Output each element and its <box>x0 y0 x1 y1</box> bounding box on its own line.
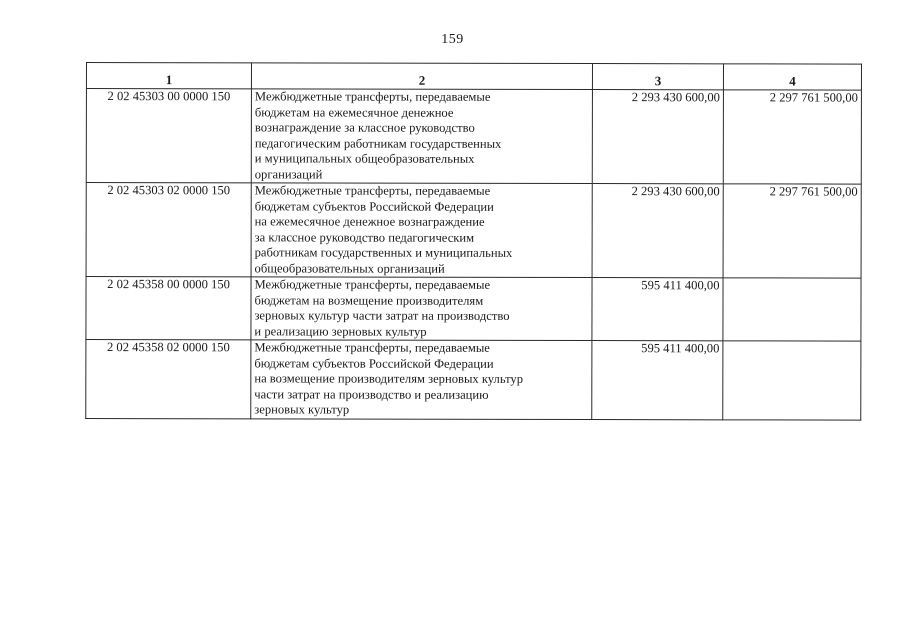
description-line: за классное руководство педагогическим <box>254 229 475 245</box>
description-line: бюджетам субъектов Российской Федерации <box>254 355 494 371</box>
description-line: бюджетам субъектов Российской Федерации <box>254 198 494 214</box>
description-line: работникам государственных и муниципальных <box>254 245 513 260</box>
column-header-3: 3 <box>592 64 723 90</box>
description-line: бюджетам на возмещение производителям <box>254 292 484 308</box>
column-header-2: 2 <box>251 63 592 90</box>
amount-column-4-cell: 2 297 761 500,00 <box>723 184 861 278</box>
amount-column-3-cell: 595 411 400,00 <box>592 341 723 420</box>
table-row <box>86 89 861 185</box>
table-row <box>86 277 861 342</box>
description-cell <box>251 277 592 341</box>
description-line: Межбюджетные трансферты, передаваемые <box>254 89 491 104</box>
description-cell <box>251 183 592 278</box>
description-line: Межбюджетные трансферты, передаваемые <box>254 183 491 198</box>
description-line: на ежемесячное денежное вознаграждение <box>254 214 485 229</box>
description-cell <box>251 89 592 184</box>
description-line: педагогическим работникам государственных <box>254 135 502 151</box>
amount-column-3-cell: 2 293 430 600,00 <box>592 90 723 184</box>
description-line: части затрат на производство и реализацию <box>254 386 489 402</box>
amount-column-4-cell: 2 297 761 500,00 <box>723 90 861 184</box>
column-header-1: 1 <box>86 63 251 89</box>
amount-column-3-cell: 595 411 400,00 <box>592 278 723 341</box>
description-line: вознаграждение за классное руководство <box>254 120 475 135</box>
description-line: Межбюджетные трансферты, передаваемые <box>254 277 491 292</box>
column-header-4: 4 <box>723 64 861 90</box>
description-line: и муниципальных общеобразовательных <box>254 151 475 166</box>
amount-column-4-cell <box>723 341 861 420</box>
description-line: Межбюджетные трансферты, передаваемые <box>254 340 490 355</box>
budget-code-cell: 2 02 45303 02 0000 150 <box>86 183 251 277</box>
description-line: общеобразовательных организаций <box>254 260 445 276</box>
page-number: 159 <box>441 32 464 47</box>
description-line: бюджетам на ежемесячное денежное <box>254 104 454 120</box>
header-row <box>86 63 861 91</box>
amount-column-4-cell <box>723 278 861 341</box>
description-line: организаций <box>254 166 323 181</box>
budget-code-cell: 2 02 45303 00 0000 150 <box>86 89 251 183</box>
budget-table <box>85 62 862 420</box>
description-line: зерновых культур части затрат на производство <box>254 308 510 323</box>
description-line: и реализацию зерновых культур <box>254 323 427 339</box>
description-line: на возмещение производителям зерновых культур <box>254 371 524 386</box>
table-row <box>86 340 861 420</box>
budget-code-cell: 2 02 45358 00 0000 150 <box>86 277 251 340</box>
description-line: зерновых культур <box>254 402 350 417</box>
budget-code-cell: 2 02 45358 02 0000 150 <box>86 340 251 419</box>
table-row <box>86 183 861 279</box>
description-cell <box>251 340 592 419</box>
amount-column-3-cell: 2 293 430 600,00 <box>592 184 723 278</box>
